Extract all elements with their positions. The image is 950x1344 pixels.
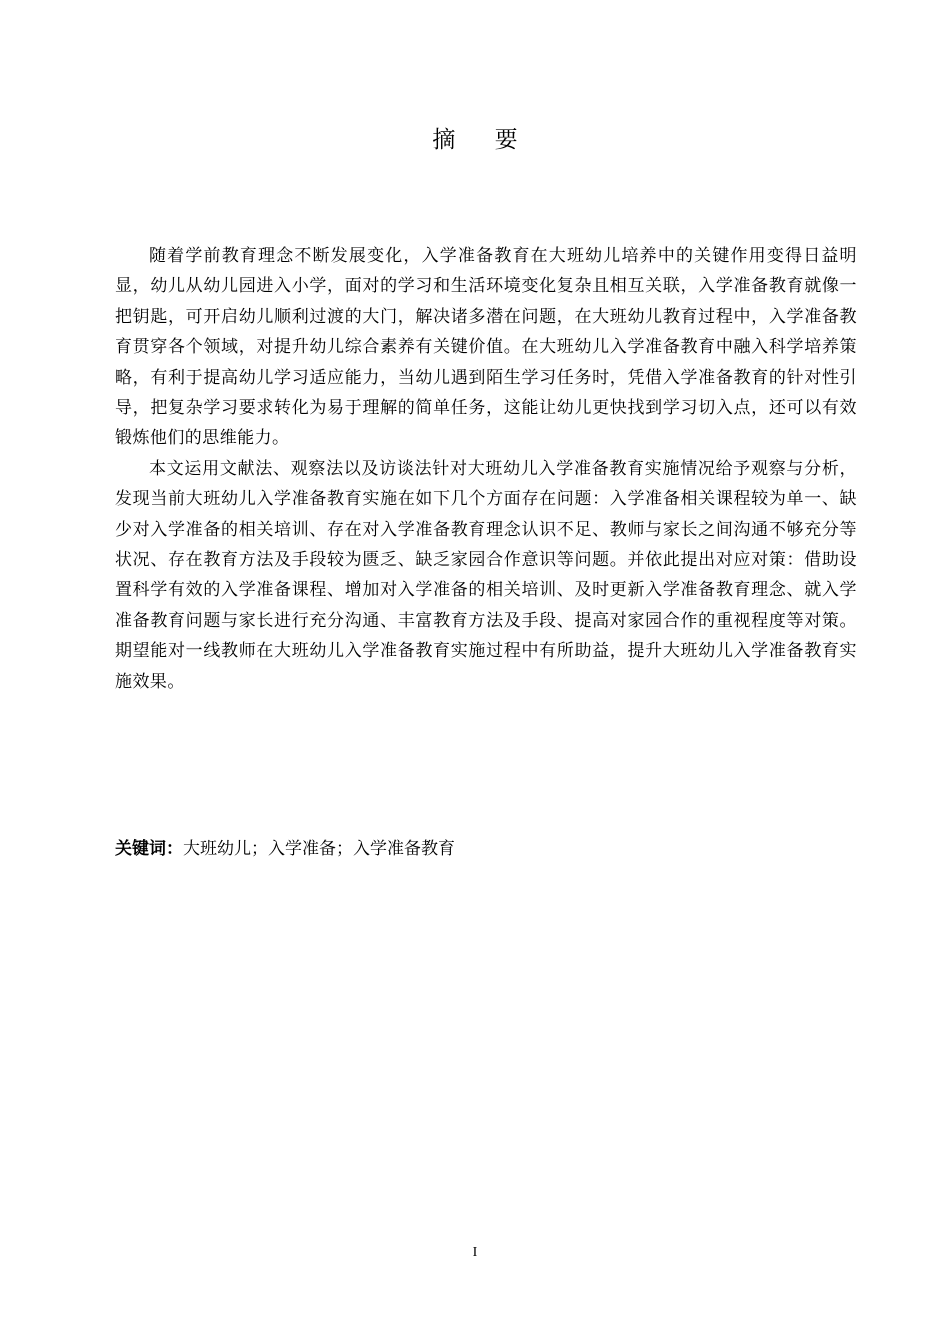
keywords-line (115, 834, 857, 864)
page-number: I (472, 1245, 478, 1260)
keywords-value: 大班幼儿；入学准备；入学准备教育 (183, 839, 455, 859)
abstract-paragraph-2: 本文运用文献法、观察法以及访谈法针对大班幼儿入学准备教育实施情况给予观察与分析，发现当前大班幼儿入学准备教育实施在如下几个方面存在问题：入学准备相关课程较为单一、缺少对入学准备的相关培训、存在对入学准备教育理念认识不足、教师与家长之间沟通不够充分等状况、存在教育方法及手段较为匮乏、缺乏家园合作意识等问题。并依此提出对应对策：借助设置科学有效的入学准备课程、增加对入学准备的相关培训、及时更新入学准备教育理念、就入学准备教育问题与家长进行充分沟通、丰富教育方法及手段、提高对家园合作的重视程度等对策。期望能对一线教师在大班幼儿入学准备教育实施过程中有所助益，提升大班幼儿入学准备教育实施效果。 (115, 458, 857, 692)
page-title: 摘 要 (432, 127, 534, 153)
abstract-body (115, 241, 857, 697)
keywords-label: 关键词： (115, 839, 183, 859)
abstract-paragraph-1: 随着学前教育理念不断发展变化，入学准备教育在大班幼儿培养中的关键作用变得日益明显，幼儿从幼儿园进入小学，面对的学习和生活环境变化复杂且相互关联，入学准备教育就像一把钥匙，可开启幼儿顺利过渡的大门，解决诸多潜在问题，在大班幼儿教育过程中，入学准备教育贯穿各个领域，对提升幼儿综合素养有关键价值。在大班幼儿入学准备教育中融入科学培养策略，有利于提高幼儿学习适应能力，当幼儿遇到陌生学习任务时，凭借入学准备教育的针对性引导，把复杂学习要求转化为易于理解的简单任务，这能让幼儿更快找到学习切入点，还可以有效锻炼他们的思维能力。 (115, 246, 857, 449)
